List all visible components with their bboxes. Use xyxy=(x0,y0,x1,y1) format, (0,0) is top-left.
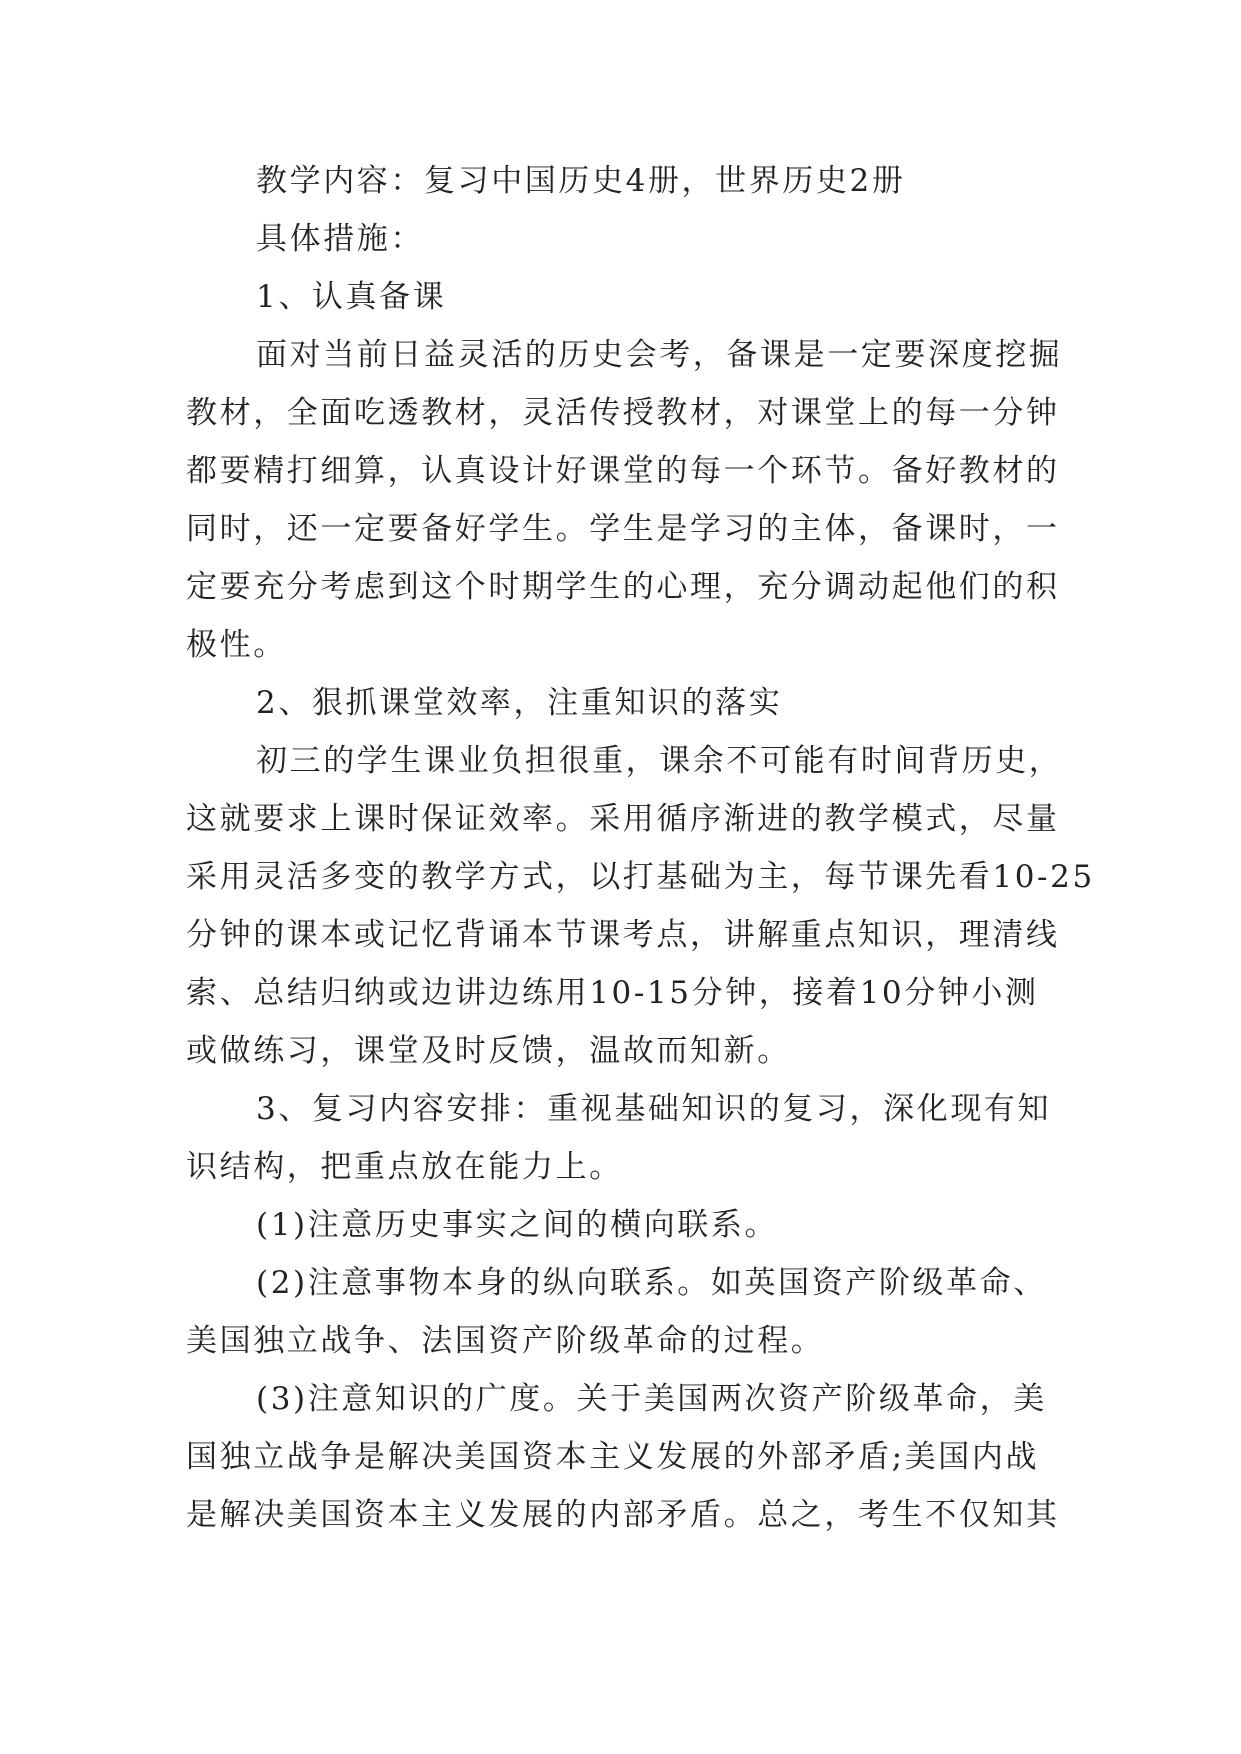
line-section-2-heading: 2、狠抓课堂效率，注重知识的落实 xyxy=(256,685,783,721)
line-item-3: (3)注意知识的广度。关于美国两次资产阶级革命，美 xyxy=(256,1381,1047,1417)
line-section-2-body: 这就要求上课时保证效率。采用循序渐进的教学模式，尽量 xyxy=(186,801,1060,837)
line-section-1-body: 教材，全面吃透教材，灵活传授教材，对课堂上的每一分钟 xyxy=(186,395,1060,431)
line-item-3: 国独立战争是解决美国资本主义发展的外部矛盾;美国内战 xyxy=(186,1439,1040,1475)
line-measures-heading: 具体措施： xyxy=(256,221,424,257)
line-item-2: (2)注意事物本身的纵向联系。如英国资产阶级革命、 xyxy=(256,1265,1047,1301)
document-body xyxy=(186,152,1095,1544)
line-section-3-heading: 3、复习内容安排：重视基础知识的复习，深化现有知 xyxy=(256,1091,1052,1127)
line-section-1-heading: 1、认真备课 xyxy=(256,279,447,315)
line-section-1-body: 定要充分考虑到这个时期学生的心理，充分调动起他们的积 xyxy=(186,569,1060,605)
line-section-2-body: 分钟的课本或记忆背诵本节课考点，讲解重点知识，理清线 xyxy=(186,917,1060,953)
line-item-1: (1)注意历史事实之间的横向联系。 xyxy=(256,1207,779,1243)
line-section-2-body: 索、总结归纳或边讲边练用10-15分钟，接着10分钟小测 xyxy=(186,975,1039,1011)
line-item-2: 美国独立战争、法国资产阶级革命的过程。 xyxy=(186,1323,825,1359)
line-teaching-content: 教学内容：复习中国历史4册，世界历史2册 xyxy=(256,163,906,199)
line-section-2-body: 或做练习，课堂及时反馈，温故而知新。 xyxy=(186,1033,791,1069)
line-section-2-body: 采用灵活多变的教学方式，以打基础为主，每节课先看10-25 xyxy=(186,859,1095,895)
line-section-1-body: 极性。 xyxy=(186,627,287,663)
line-section-1-body: 面对当前日益灵活的历史会考，备课是一定要深度挖掘 xyxy=(256,337,1063,373)
line-section-1-body: 同时，还一定要备好学生。学生是学习的主体，备课时，一 xyxy=(186,511,1060,547)
line-section-2-body: 初三的学生课业负担很重，课余不可能有时间背历史， xyxy=(256,743,1063,779)
line-section-3-heading: 识结构，把重点放在能力上。 xyxy=(186,1149,623,1185)
line-section-1-body: 都要精打细算，认真设计好课堂的每一个环节。备好教材的 xyxy=(186,453,1060,489)
line-item-3: 是解决美国资本主义发展的内部矛盾。总之，考生不仅知其 xyxy=(186,1497,1060,1533)
